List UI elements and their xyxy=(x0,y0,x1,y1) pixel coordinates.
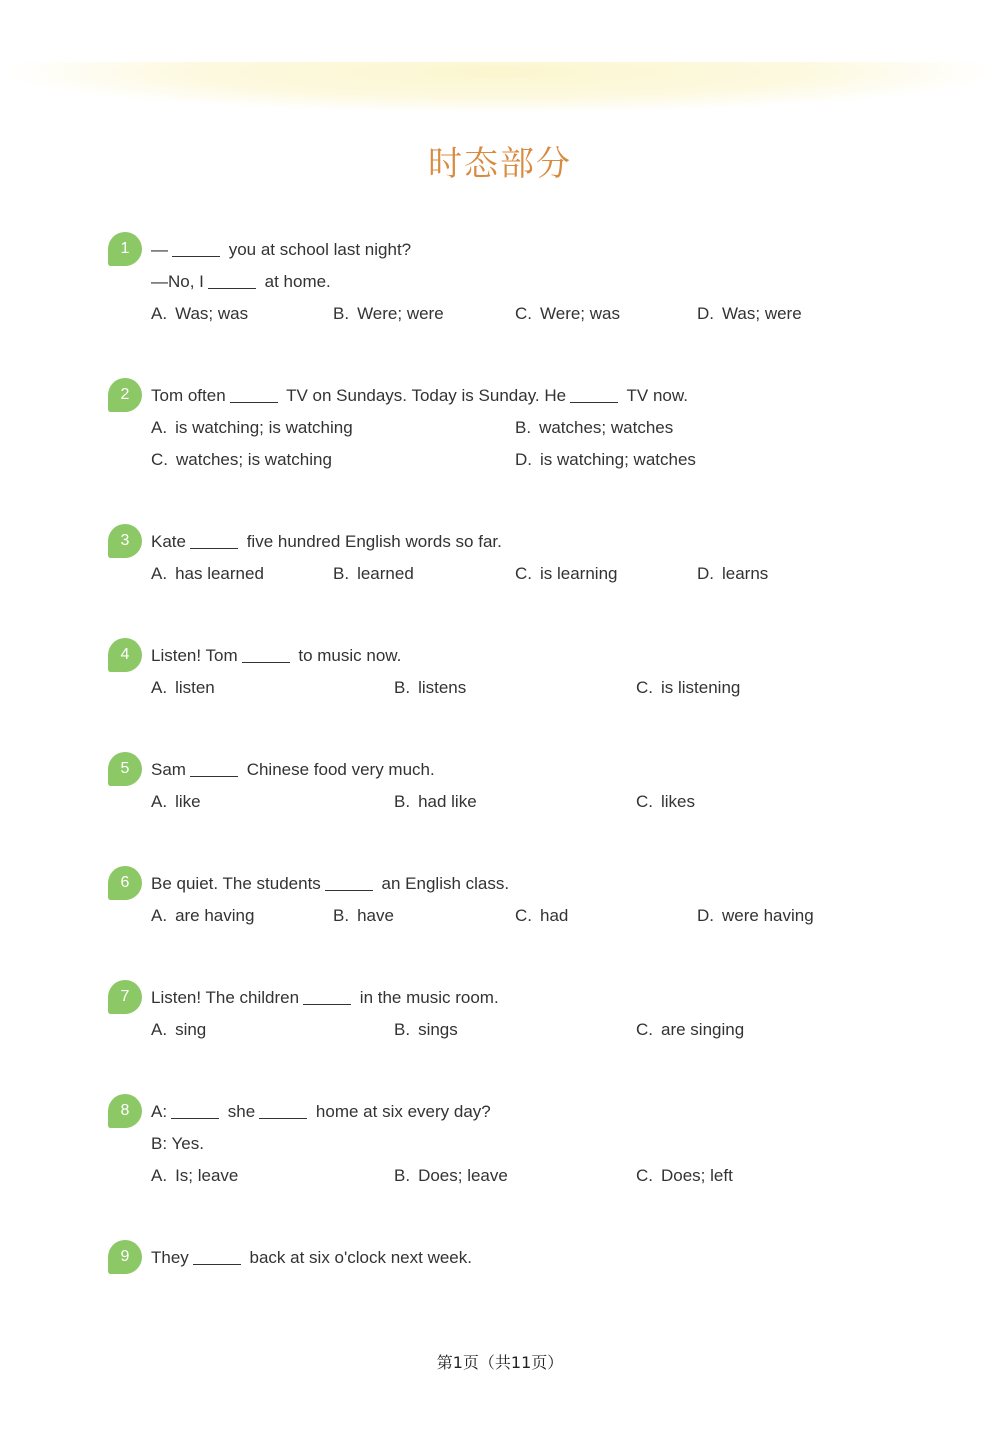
question-stem-line2: —No, I at home. xyxy=(151,272,331,291)
question-number-badge: 2 xyxy=(108,378,142,412)
option-a[interactable]: A. has learned xyxy=(151,564,264,583)
page-title: 时态部分 xyxy=(428,144,572,184)
option-a[interactable]: A. sing xyxy=(151,1020,207,1039)
question-stem: Listen! Tom to music now. xyxy=(151,646,402,665)
answer-blank xyxy=(230,401,278,403)
question-stem: Kate five hundred English words so far. xyxy=(151,532,502,551)
option-a[interactable]: A. Was; was xyxy=(151,304,249,323)
option-b[interactable]: B. Were; were xyxy=(333,304,444,323)
option-b[interactable]: B. learned xyxy=(333,564,414,583)
option-c[interactable]: C. is listening xyxy=(636,678,741,697)
option-d[interactable]: D. is watching; watches xyxy=(515,450,696,469)
answer-blank xyxy=(303,1003,351,1005)
option-c[interactable]: C. is learning xyxy=(515,564,618,583)
option-b[interactable]: B. have xyxy=(333,906,394,925)
question-number-badge: 9 xyxy=(108,1240,142,1274)
option-d[interactable]: D. learns xyxy=(697,564,769,583)
answer-blank xyxy=(190,775,238,777)
question-number-badge: 6 xyxy=(108,866,142,900)
question-stem: They back at six o'clock next week. xyxy=(151,1248,472,1267)
question-stem: Be quiet. The students an English class. xyxy=(151,874,510,893)
option-c[interactable]: C. are singing xyxy=(636,1020,745,1039)
question-number-badge: 1 xyxy=(108,232,142,266)
option-c[interactable]: C. Does; left xyxy=(636,1166,733,1185)
question-stem: Listen! The children in the music room. xyxy=(151,988,499,1007)
option-a[interactable]: A. is watching; is watching xyxy=(151,418,353,437)
question-stem: — you at school last night? xyxy=(151,240,412,259)
option-b[interactable]: B. watches; watches xyxy=(515,418,674,437)
question-stem-line2: B: Yes. xyxy=(151,1134,204,1153)
answer-blank xyxy=(570,401,618,403)
page-number-footer: 第1页（共11页） xyxy=(436,1353,564,1372)
answer-blank xyxy=(208,287,256,289)
question-number-badge: 3 xyxy=(108,524,142,558)
option-d[interactable]: D. were having xyxy=(697,906,814,925)
option-c[interactable]: C. had xyxy=(515,906,569,925)
answer-blank xyxy=(193,1263,241,1265)
answer-blank xyxy=(242,661,290,663)
question-number-badge: 5 xyxy=(108,752,142,786)
option-c[interactable]: C. watches; is watching xyxy=(151,450,332,469)
option-b[interactable]: B. sings xyxy=(394,1020,458,1039)
option-b[interactable]: B. listens xyxy=(394,678,467,697)
option-b[interactable]: B. had like xyxy=(394,792,477,811)
question-stem: A: she home at six every day? xyxy=(151,1102,491,1121)
answer-blank xyxy=(325,889,373,891)
option-a[interactable]: A. like xyxy=(151,792,201,811)
question-stem: Tom often TV on Sundays. Today is Sunday. He TV now. xyxy=(151,386,688,405)
option-a[interactable]: A. listen xyxy=(151,678,215,697)
option-d[interactable]: D. Was; were xyxy=(697,304,802,323)
option-c[interactable]: C. Were; was xyxy=(515,304,620,323)
question-number-badge: 8 xyxy=(108,1094,142,1128)
question-number-badge: 7 xyxy=(108,980,142,1014)
answer-blank xyxy=(259,1117,307,1119)
answer-blank xyxy=(190,547,238,549)
option-a[interactable]: A. Is; leave xyxy=(151,1166,239,1185)
question-stem: Sam Chinese food very much. xyxy=(151,760,435,779)
option-a[interactable]: A. are having xyxy=(151,906,255,925)
header-decoration xyxy=(10,62,990,112)
question-number-badge: 4 xyxy=(108,638,142,672)
option-b[interactable]: B. Does; leave xyxy=(394,1166,508,1185)
answer-blank xyxy=(172,255,220,257)
option-c[interactable]: C. likes xyxy=(636,792,696,811)
answer-blank xyxy=(171,1117,219,1119)
